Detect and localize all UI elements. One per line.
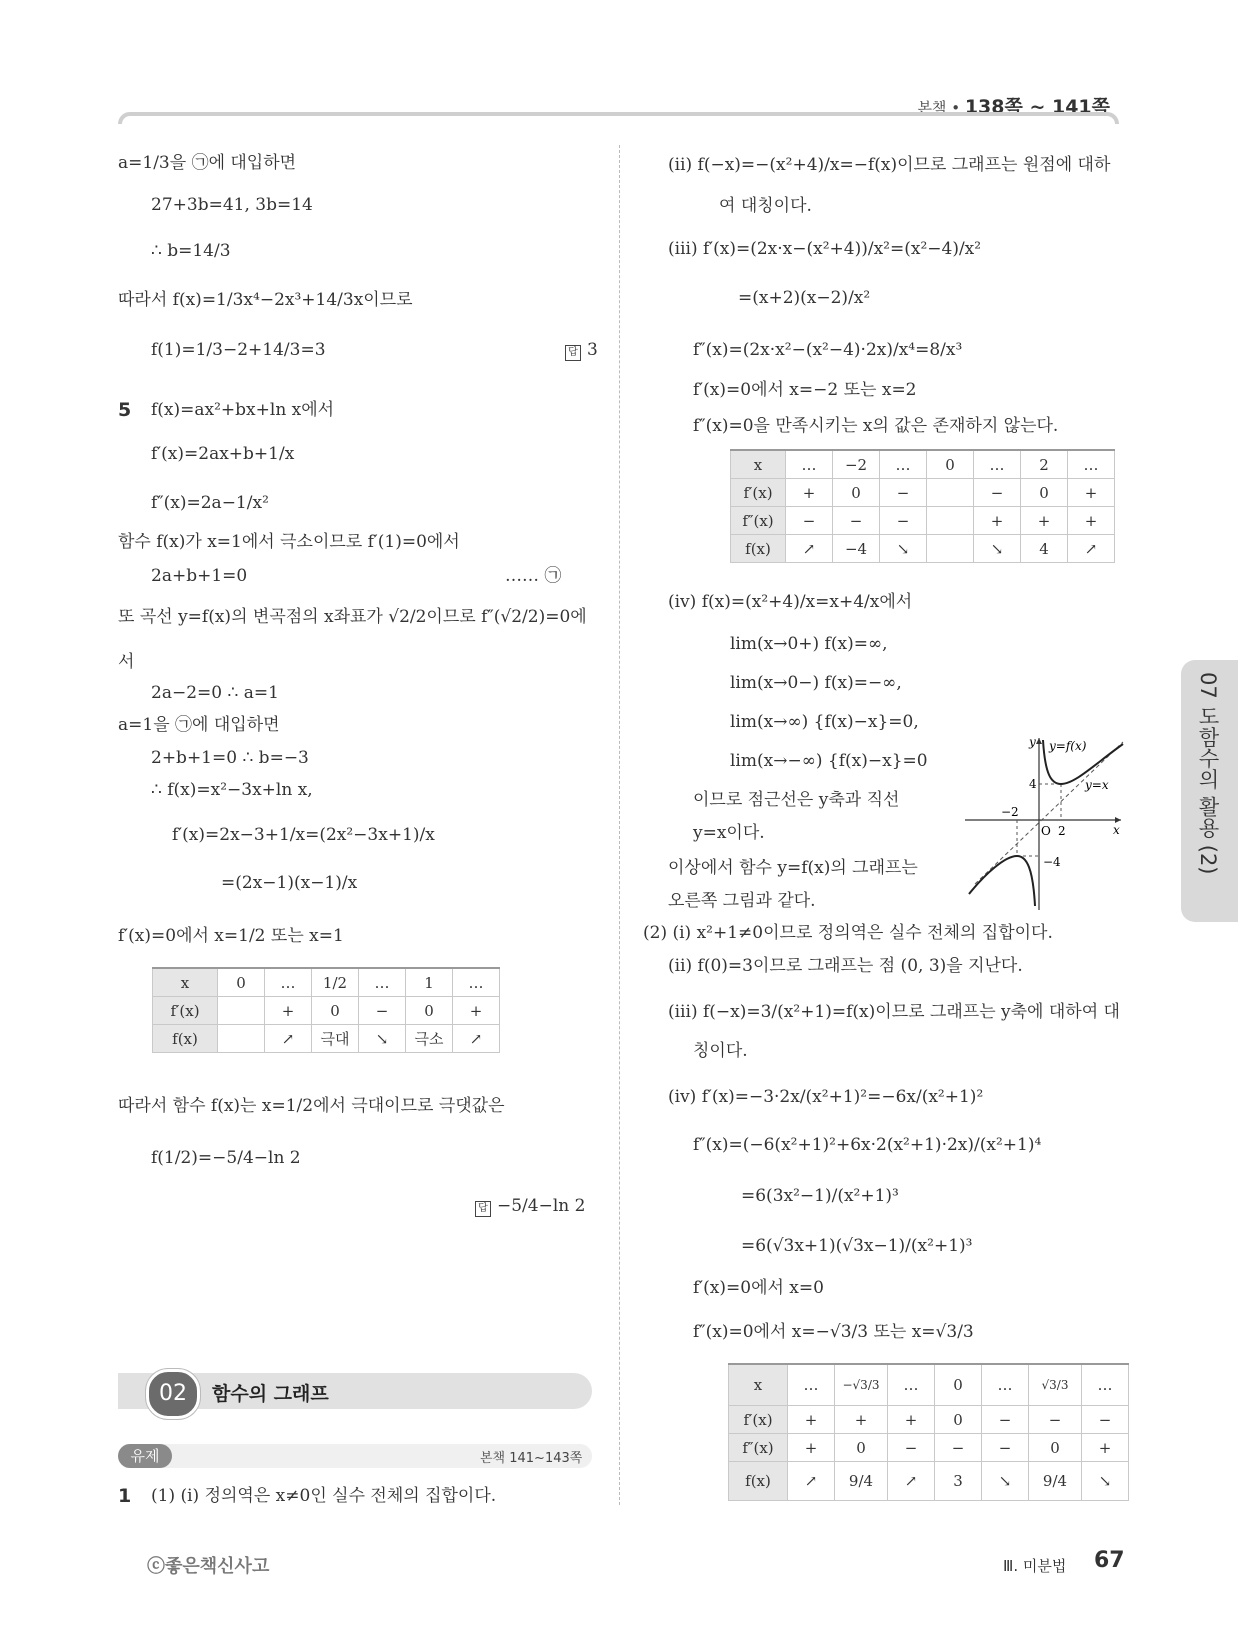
text-line: (ⅲ) f′(x)=(2x·x−(x²+4))/x²=(x²−4)/x²	[668, 239, 982, 259]
table-cell: 극소	[406, 1025, 453, 1053]
table-cell: f(x)	[731, 535, 786, 563]
graph-origin-label: O	[1041, 824, 1051, 838]
table-cell: …	[880, 450, 927, 479]
sign-table-2	[730, 449, 1115, 563]
table-cell: f(x)	[153, 1025, 218, 1053]
text-line: (ⅳ) f′(x)=−3·2x/(x²+1)²=−6x/(x²+1)²	[668, 1087, 984, 1107]
table-cell: x	[729, 1364, 788, 1406]
table-cell: +	[1068, 479, 1115, 507]
table-cell: −	[888, 1434, 935, 1462]
table-cell: 2	[1021, 450, 1068, 479]
table-cell: +	[786, 479, 833, 507]
problem-number: 1	[118, 1485, 132, 1507]
text-line: 따라서 함수 f(x)는 x=1/2에서 극대이므로 극댓값은	[118, 1096, 505, 1116]
table-cell: f′(x)	[731, 479, 786, 507]
table-cell: +	[974, 507, 1021, 535]
table-cell: ↗	[786, 535, 833, 563]
table-cell: −	[1029, 1406, 1082, 1434]
text-line: f″(x)=2a−1/x²	[151, 493, 269, 513]
text-line: (ⅱ) f(−x)=−(x²+4)/x=−f(x)이므로 그래프는 원점에 대하	[668, 155, 1111, 175]
table-cell: +	[265, 997, 312, 1025]
table-cell: −4	[833, 535, 880, 563]
table-cell: 0	[1029, 1434, 1082, 1462]
text-line: lim(x→−∞) {f(x)−x}=0	[730, 751, 928, 771]
text-line: (1) (ⅰ) 정의역은 x≠0인 실수 전체의 집합이다.	[151, 1486, 497, 1506]
table-cell: +	[1068, 507, 1115, 535]
table-cell: 0	[935, 1406, 982, 1434]
text-line: f″(x)=(−6(x²+1)²+6x·2(x²+1)·2x)/(x²+1)⁴	[693, 1135, 1042, 1155]
book-label: 본책	[917, 99, 947, 117]
table-cell: 1	[406, 968, 453, 997]
table-cell: …	[888, 1364, 935, 1406]
yuje-badge: 유제	[118, 1444, 172, 1468]
text-line: f″(x)=0에서 x=−√3/3 또는 x=√3/3	[693, 1322, 974, 1342]
table-cell: 0	[927, 450, 974, 479]
table-cell: …	[1082, 1364, 1129, 1406]
table-cell: −	[982, 1406, 1029, 1434]
table-cell: ↘	[974, 535, 1021, 563]
table-cell: −	[833, 507, 880, 535]
text-line: ∴ f(x)=x²−3x+ln x,	[151, 780, 313, 800]
text-line: 이므로 점근선은 y축과 직선	[693, 790, 900, 810]
yuje-ref: 본책 141~143쪽	[480, 1451, 583, 1466]
text-line: 2+b+1=0 ∴ b=−3	[151, 748, 309, 768]
table-cell: ↘	[1082, 1462, 1129, 1501]
text-line: a=1/3을 ㉠에 대입하면	[118, 153, 297, 173]
table-cell: 0	[935, 1364, 982, 1406]
table-cell: 극대	[312, 1025, 359, 1053]
table-cell: f′(x)	[153, 997, 218, 1025]
publisher-logo: ⓒ좋은책신사고	[147, 1556, 270, 1577]
table-cell: −	[359, 997, 406, 1025]
table-cell: −	[982, 1434, 1029, 1462]
answer-value: 3	[587, 340, 598, 360]
text-line: lim(x→0−) f(x)=−∞,	[730, 673, 902, 693]
answer-icon: 답	[565, 345, 581, 361]
text-line: 이상에서 함수 y=f(x)의 그래프는	[668, 858, 918, 878]
table-cell: f(x)	[729, 1462, 788, 1501]
text-line: 따라서 f(x)=1/3x⁴−2x³+14/3x이므로	[118, 290, 413, 310]
table-cell	[218, 1025, 265, 1053]
function-graph	[965, 734, 1125, 910]
graph-tick-label: 4	[1029, 777, 1037, 791]
table-cell: f′(x)	[729, 1406, 788, 1434]
table-cell: +	[788, 1406, 835, 1434]
table-cell: …	[786, 450, 833, 479]
table-cell: +	[888, 1406, 935, 1434]
table-cell: 0	[833, 479, 880, 507]
graph-y-label: y	[1029, 735, 1036, 749]
table-cell: …	[1068, 450, 1115, 479]
text-line: ∴ b=14/3	[151, 241, 231, 261]
table-cell: +	[835, 1406, 888, 1434]
table-cell: ↗	[1068, 535, 1115, 563]
table-cell: −2	[833, 450, 880, 479]
table-cell: f″(x)	[731, 507, 786, 535]
table-cell: 9/4	[835, 1462, 888, 1501]
text-line: (2) (ⅰ) x²+1≠0이므로 정의역은 실수 전체의 집합이다.	[643, 923, 1053, 943]
text-line: f″(x)=0을 만족시키는 x의 값은 존재하지 않는다.	[693, 416, 1059, 436]
table-cell	[927, 479, 974, 507]
table-cell: …	[359, 968, 406, 997]
text-line: =(x+2)(x−2)/x²	[738, 288, 871, 308]
section-title: 함수의 그래프	[212, 1383, 329, 1405]
table-cell: 0	[1021, 479, 1068, 507]
page-number: 67	[1094, 1548, 1125, 1573]
text-line: f′(x)=0에서 x=−2 또는 x=2	[693, 380, 917, 400]
page-range: 138쪽 ~ 141쪽	[964, 96, 1110, 118]
text-line: =6(3x²−1)/(x²+1)³	[741, 1186, 899, 1206]
table-cell: −	[786, 507, 833, 535]
text-line: =(2x−1)(x−1)/x	[221, 873, 358, 893]
table-cell: 3	[935, 1462, 982, 1501]
table-cell: ↗	[888, 1462, 935, 1501]
page-header-ref: 본책 • 138쪽 ~ 141쪽	[917, 96, 1110, 118]
graph-tick-label: −2	[1001, 805, 1019, 819]
table-cell: +	[1082, 1434, 1129, 1462]
table-cell: 0	[835, 1434, 888, 1462]
table-cell: −	[1082, 1406, 1129, 1434]
answer-value: −5/4−ln 2	[497, 1196, 586, 1216]
table-cell: 4	[1021, 535, 1068, 563]
table-cell: 0	[312, 997, 359, 1025]
table-cell: −√3/3	[835, 1364, 888, 1406]
text-line: f′(x)=0에서 x=0	[693, 1278, 824, 1298]
section-number: 02	[146, 1369, 200, 1419]
table-cell: …	[982, 1364, 1029, 1406]
table-cell: …	[788, 1364, 835, 1406]
table-cell: …	[265, 968, 312, 997]
text-line: 함수 f(x)가 x=1에서 극소이므로 f′(1)=0에서	[118, 532, 460, 552]
header-rule	[118, 112, 1119, 124]
table-cell: ↘	[359, 1025, 406, 1053]
table-cell: +	[788, 1434, 835, 1462]
column-divider	[619, 145, 620, 1505]
answer-1	[565, 340, 598, 361]
text-line: f′(x)=2x−3+1/x=(2x²−3x+1)/x	[172, 825, 435, 845]
table-cell	[218, 997, 265, 1025]
text-line: f(1/2)=−5/4−ln 2	[151, 1148, 301, 1168]
text-line: 오른쪽 그림과 같다.	[668, 891, 816, 911]
table-cell: …	[974, 450, 1021, 479]
answer-icon: 답	[475, 1201, 491, 1217]
graph-curve-label: y=f(x)	[1049, 739, 1087, 753]
text-line: =6(√3x+1)(√3x−1)/(x²+1)³	[741, 1236, 973, 1256]
text-line: 서	[118, 652, 135, 672]
text-line: (ⅱ) f(0)=3이므로 그래프는 점 (0, 3)을 지난다.	[668, 956, 1023, 976]
table-cell: +	[1021, 507, 1068, 535]
footer-chapter: Ⅲ. 미분법	[1003, 1557, 1067, 1575]
text-line: lim(x→∞) {f(x)−x}=0,	[730, 712, 919, 732]
text-line: f″(x)=(2x·x²−(x²−4)·2x)/x⁴=8/x³	[693, 340, 963, 360]
table-cell: +	[453, 997, 500, 1025]
table-cell: ↗	[788, 1462, 835, 1501]
table-cell: ↗	[453, 1025, 500, 1053]
text-line: f′(x)=2ax+b+1/x	[151, 444, 295, 464]
text-line: (ⅳ) f(x)=(x²+4)/x=x+4/x에서	[668, 592, 913, 612]
table-cell	[927, 507, 974, 535]
text-line: 또 곡선 y=f(x)의 변곡점의 x좌표가 √2/2이므로 f″(√2/2)=0에	[118, 607, 587, 627]
table-cell: −	[880, 507, 927, 535]
table-cell: 1/2	[312, 968, 359, 997]
graph-x-label: x	[1113, 823, 1120, 837]
table-cell: 0	[406, 997, 453, 1025]
table-cell: f″(x)	[729, 1434, 788, 1462]
table-cell: 9/4	[1029, 1462, 1082, 1501]
text-line: 2a−2=0 ∴ a=1	[151, 683, 279, 703]
answer-2	[475, 1196, 585, 1217]
graph-tick-label: 2	[1058, 824, 1066, 838]
text-line: y=x이다.	[693, 823, 765, 843]
text-line: f′(x)=0에서 x=1/2 또는 x=1	[118, 926, 344, 946]
text-line: 칭이다.	[693, 1041, 748, 1061]
table-cell: ↘	[880, 535, 927, 563]
graph-tick-label: −4	[1043, 855, 1061, 869]
sign-table-1	[152, 967, 500, 1053]
table-cell: √3/3	[1029, 1364, 1082, 1406]
text-line: a=1을 ㉠에 대입하면	[118, 715, 280, 735]
text-line: (ⅲ) f(−x)=3/(x²+1)=f(x)이므로 그래프는 y축에 대하여 대	[668, 1002, 1120, 1022]
sign-table-3	[728, 1363, 1129, 1501]
table-cell: ↗	[265, 1025, 312, 1053]
equation-tag: …… ㉠	[505, 566, 562, 586]
table-cell: 0	[218, 968, 265, 997]
text-line: 27+3b=41, 3b=14	[151, 195, 313, 215]
chapter-side-label: 07 도함수의 활용 (2)	[1196, 672, 1220, 875]
text-line: lim(x→0+) f(x)=∞,	[730, 634, 888, 654]
text-line: f(1)=1/3−2+14/3=3	[151, 340, 326, 360]
table-cell: −	[880, 479, 927, 507]
table-cell: −	[935, 1434, 982, 1462]
table-cell: ↘	[982, 1462, 1029, 1501]
text-line: f(x)=ax²+bx+ln x에서	[151, 400, 335, 420]
table-cell: …	[453, 968, 500, 997]
table-cell: x	[153, 968, 218, 997]
graph-line-label: y=x	[1085, 778, 1109, 792]
text-line: 여 대칭이다.	[719, 196, 812, 216]
text-line: 2a+b+1=0	[151, 566, 248, 586]
problem-number: 5	[118, 399, 132, 421]
table-cell: −	[974, 479, 1021, 507]
table-cell	[927, 535, 974, 563]
table-cell: x	[731, 450, 786, 479]
